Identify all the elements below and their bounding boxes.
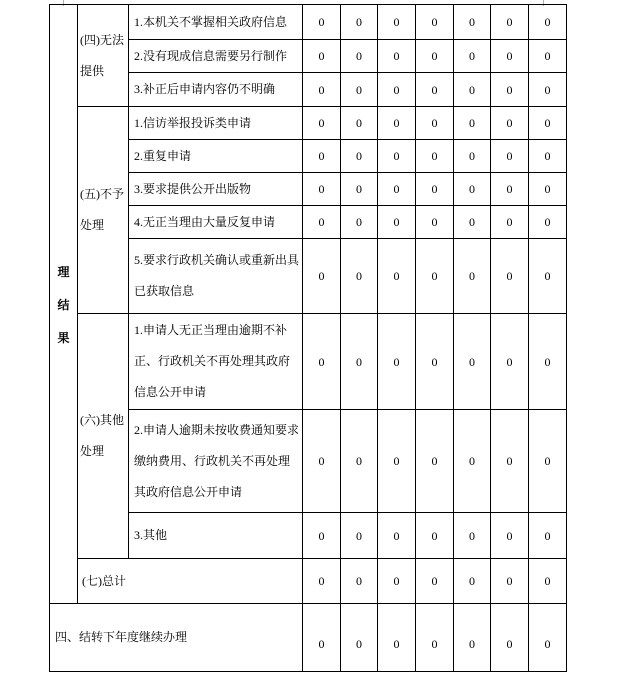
- value-cell: 0: [529, 140, 567, 173]
- value-cell: 0: [341, 513, 378, 559]
- value-cell: 0: [454, 40, 491, 73]
- value-cell: 0: [341, 604, 378, 672]
- value-cell: 0: [378, 5, 416, 40]
- value-cell: 0: [341, 410, 378, 513]
- value-cell: 0: [303, 73, 341, 107]
- value-cell: 0: [416, 410, 454, 513]
- value-cell: 0: [491, 559, 529, 604]
- item-label-cell: 1.本机关不掌握相关政府信息: [129, 5, 303, 40]
- value-cell: 0: [529, 206, 567, 239]
- item-label-cell: 1.信访举报投诉类申请: [129, 107, 303, 140]
- value-cell: 0: [303, 314, 341, 410]
- value-cell: 0: [491, 73, 529, 107]
- value-cell: 0: [491, 604, 529, 672]
- value-cell: 0: [529, 40, 567, 73]
- value-cell: 0: [303, 173, 341, 206]
- value-cell: 0: [378, 410, 416, 513]
- value-cell: 0: [341, 559, 378, 604]
- value-cell: 0: [341, 5, 378, 40]
- value-cell: 0: [416, 513, 454, 559]
- value-cell: 0: [378, 107, 416, 140]
- value-cell: 0: [341, 40, 378, 73]
- vertical-label-char: 理: [57, 264, 70, 279]
- value-cell: 0: [341, 314, 378, 410]
- value-cell: 0: [491, 40, 529, 73]
- table-row: [50, 604, 567, 672]
- value-cell: 0: [378, 239, 416, 314]
- value-cell: 0: [491, 239, 529, 314]
- value-cell: 0: [491, 410, 529, 513]
- table-row: [50, 314, 567, 410]
- item-label-cell: 3.补正后申请内容仍不明确: [129, 73, 303, 107]
- value-cell: 0: [341, 206, 378, 239]
- value-cell: 0: [454, 559, 491, 604]
- value-cell: 0: [378, 604, 416, 672]
- item-label-cell: 4.无正当理由大量反复申请: [129, 206, 303, 239]
- item-label-cell: 2.没有现成信息需要另行制作: [129, 40, 303, 73]
- value-cell: 0: [416, 73, 454, 107]
- value-cell: 0: [529, 513, 567, 559]
- value-cell: 0: [416, 173, 454, 206]
- value-cell: 0: [378, 314, 416, 410]
- value-cell: 0: [303, 239, 341, 314]
- item-label-cell: 2.申请人逾期未按收费通知要求缴纳费用、行政机关不再处理其政府信息公开申请: [129, 410, 303, 513]
- value-cell: 0: [454, 239, 491, 314]
- value-cell: 0: [416, 206, 454, 239]
- row-group-vertical-label: [50, 5, 78, 604]
- value-cell: 0: [378, 73, 416, 107]
- value-cell: 0: [416, 140, 454, 173]
- value-cell: 0: [454, 513, 491, 559]
- value-cell: 0: [491, 140, 529, 173]
- carryover-label-cell: 四、结转下年度继续办理: [50, 604, 303, 672]
- value-cell: 0: [454, 73, 491, 107]
- value-cell: 0: [416, 604, 454, 672]
- value-cell: 0: [491, 206, 529, 239]
- item-label-cell: 2.重复申请: [129, 140, 303, 173]
- value-cell: 0: [454, 5, 491, 40]
- value-cell: 0: [416, 107, 454, 140]
- value-cell: 0: [529, 173, 567, 206]
- value-cell: 0: [378, 513, 416, 559]
- value-cell: 0: [491, 314, 529, 410]
- value-cell: 0: [303, 513, 341, 559]
- value-cell: 0: [491, 5, 529, 40]
- value-cell: 0: [378, 140, 416, 173]
- value-cell: 0: [529, 314, 567, 410]
- value-cell: 0: [303, 5, 341, 40]
- value-cell: 0: [454, 107, 491, 140]
- value-cell: 0: [529, 73, 567, 107]
- value-cell: 0: [416, 239, 454, 314]
- vertical-label-char: 结: [57, 297, 70, 312]
- value-cell: 0: [303, 140, 341, 173]
- value-cell: 0: [378, 173, 416, 206]
- category-cell-other-processing: (六)其他处理: [78, 314, 129, 559]
- value-cell: 0: [303, 604, 341, 672]
- item-label-cell: 1.申请人无正当理由逾期不补正、行政机关不再处理其政府信息公开申请: [129, 314, 303, 410]
- value-cell: 0: [303, 410, 341, 513]
- table-row: [50, 559, 567, 604]
- value-cell: 0: [303, 206, 341, 239]
- value-cell: 0: [341, 239, 378, 314]
- value-cell: 0: [529, 559, 567, 604]
- value-cell: 0: [529, 107, 567, 140]
- value-cell: 0: [529, 410, 567, 513]
- value-cell: 0: [416, 314, 454, 410]
- table-row: [50, 107, 567, 140]
- item-label-cell: 3.要求提供公开出版物: [129, 173, 303, 206]
- value-cell: 0: [416, 559, 454, 604]
- value-cell: 0: [454, 140, 491, 173]
- item-label-cell: 5.要求行政机关确认或重新出具已获取信息: [129, 239, 303, 314]
- value-cell: 0: [416, 40, 454, 73]
- vertical-label-char: 果: [57, 330, 70, 345]
- value-cell: 0: [491, 107, 529, 140]
- value-cell: 0: [303, 559, 341, 604]
- total-label-cell: (七)总计: [78, 559, 303, 604]
- table-row: [50, 5, 567, 40]
- category-cell-not-processed: (五)不予处理: [78, 107, 129, 314]
- value-cell: 0: [454, 173, 491, 206]
- category-cell-unable-to-provide: (四)无法提供: [78, 5, 129, 107]
- value-cell: 0: [529, 5, 567, 40]
- value-cell: 0: [454, 604, 491, 672]
- value-cell: 0: [341, 107, 378, 140]
- value-cell: 0: [454, 206, 491, 239]
- disclosure-results-table: [49, 4, 567, 672]
- value-cell: 0: [454, 314, 491, 410]
- item-label-cell: 3.其他: [129, 513, 303, 559]
- value-cell: 0: [303, 107, 341, 140]
- value-cell: 0: [303, 40, 341, 73]
- value-cell: 0: [491, 513, 529, 559]
- value-cell: 0: [416, 5, 454, 40]
- value-cell: 0: [378, 206, 416, 239]
- value-cell: 0: [341, 140, 378, 173]
- value-cell: 0: [491, 173, 529, 206]
- value-cell: 0: [529, 604, 567, 672]
- value-cell: 0: [454, 410, 491, 513]
- value-cell: 0: [378, 40, 416, 73]
- value-cell: 0: [378, 559, 416, 604]
- value-cell: 0: [341, 73, 378, 107]
- value-cell: 0: [341, 173, 378, 206]
- value-cell: 0: [529, 239, 567, 314]
